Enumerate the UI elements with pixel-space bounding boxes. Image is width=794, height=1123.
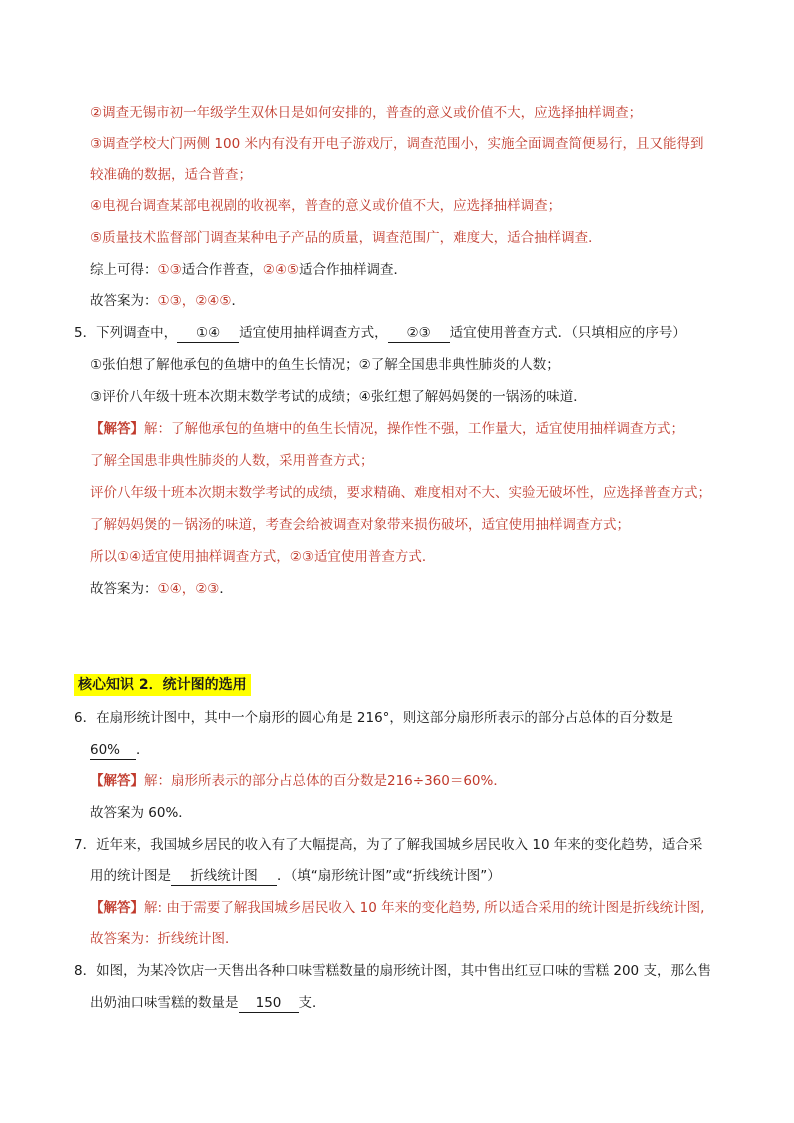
answer-tag: 【解答】 bbox=[90, 421, 144, 437]
answer-blank-1: ①④ bbox=[177, 324, 239, 343]
question-7-stem-2: 用的统计图是 折线统计图 ．（填“扇形统计图”或“折线统计图”） bbox=[90, 868, 501, 884]
answer-blank: 60% bbox=[90, 741, 136, 760]
question-5-answer-5: 所以①④适宜使用抽样调查方式，②③适宜使用普查方式． bbox=[90, 549, 436, 565]
analysis-line-4: ④电视台调查某部电视剧的收视率，普查的意义或价值不大，应选择抽样调查； bbox=[90, 198, 562, 214]
question-8-stem-2: 出奶油口味雪糕的数量是 150 支． bbox=[90, 995, 326, 1011]
question-7-stem-1: 7．近年来，我国城乡居民的收入有了大幅提高，为了了解我国城乡居民收入 10 年来的变化趋势，适合采 bbox=[74, 837, 703, 853]
answer-tag: 【解答】 bbox=[90, 773, 144, 789]
analysis-line-3: ③调查学校大门两侧 100 米内有没有开电子游戏厅，调查范围小，实施全面调查简便易行，且又能得到 bbox=[90, 136, 704, 152]
analysis-final-answer: 故答案为：①③，②④⑤． bbox=[90, 293, 246, 309]
question-number: 7． bbox=[74, 837, 97, 853]
question-number: 8． bbox=[74, 963, 97, 979]
question-8-stem-1: 8．如图，为某冷饮店一天售出各种口味雪糕数量的扇形统计图，其中售出红豆口味的雪糕 200 支，那么售 bbox=[74, 963, 711, 979]
section-heading: 核心知识 2．统计图的选用 bbox=[74, 674, 251, 696]
question-number: 5． bbox=[74, 325, 97, 341]
question-5-stem: 5．下列调查中， ①④ 适宜使用抽样调查方式， ②③ 适宜使用普查方式．（只填相应的序号） bbox=[74, 325, 686, 341]
question-5-answer-3: 评价八年级十班本次期末数学考试的成绩，要求精确、难度相对不大、实验无破坏性，应选择普查方式； bbox=[90, 485, 711, 501]
question-6-stem: 6．在扇形统计图中，其中一个扇形的圆心角是 216°，则这部分扇形所表示的部分占总体的百分数是 bbox=[74, 710, 673, 726]
answer-blank: 150 bbox=[239, 994, 299, 1013]
question-5-final-answer: 故答案为：①④，②③． bbox=[90, 581, 233, 597]
question-6-answer: 【解答】解：扇形所表示的部分占总体的百分数是216÷360＝60%． bbox=[90, 773, 507, 789]
question-6-final-answer: 故答案为 60%． bbox=[90, 805, 192, 821]
question-6-blank-line: 60% ． bbox=[90, 742, 150, 758]
answer-blank: 折线统计图 bbox=[171, 867, 277, 886]
question-number: 6． bbox=[74, 710, 97, 726]
question-7-final-answer: 故答案为：折线统计图． bbox=[90, 931, 239, 947]
analysis-line-5: ⑤质量技术监督部门调查某种电子产品的质量，调查范围广，难度大，适合抽样调查． bbox=[90, 230, 602, 246]
analysis-line-2: ②调查无锡市初一年级学生双休日是如何安排的，普查的意义或价值不大，应选择抽样调查； bbox=[90, 105, 643, 121]
question-5-options-2: ③评价八年级十班本次期末数学考试的成绩；④张红想了解妈妈煲的一锅汤的味道． bbox=[90, 389, 587, 405]
question-5-options-1: ①张伯想了解他承包的鱼塘中的鱼生长情况；②了解全国患非典性肺炎的人数； bbox=[90, 357, 560, 373]
answer-tag: 【解答】 bbox=[90, 900, 144, 916]
question-5-answer-4: 了解妈妈煲的－锅汤的味道，考查会给被调查对象带来损伤破坏，适宜使用抽样调查方式； bbox=[90, 517, 630, 533]
analysis-summary: 综上可得：①③适合作普查，②④⑤适合作抽样调查． bbox=[90, 262, 408, 278]
question-5-answer-2: 了解全国患非典性肺炎的人数，采用普查方式； bbox=[90, 453, 374, 469]
question-5-answer-1: 【解答】解：了解他承包的鱼塘中的鱼生长情况，操作性不强，工作量大，适宜使用抽样调查方式； bbox=[90, 421, 684, 437]
answer-blank-2: ②③ bbox=[388, 324, 450, 343]
analysis-line-3-cont: 较准确的数据，适合普查； bbox=[90, 167, 252, 183]
question-7-answer: 【解答】解: 由于需要了解我国城乡居民收入 10 年来的变化趋势, 所以适合采用的统计图是折线统计图, bbox=[90, 900, 705, 916]
